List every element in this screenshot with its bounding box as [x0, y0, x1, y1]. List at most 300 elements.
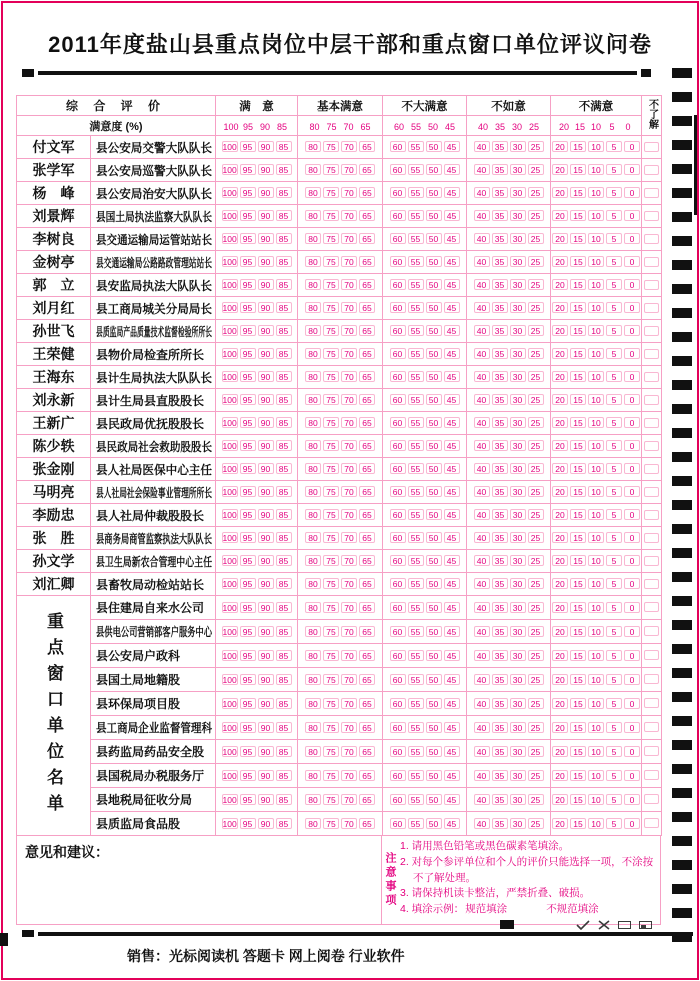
score-bubble-95[interactable]: 95 [240, 440, 256, 451]
score-bubble-70[interactable]: 70 [341, 746, 357, 757]
score-bubble-20[interactable]: 20 [552, 394, 568, 405]
score-bubble-40[interactable]: 40 [474, 626, 490, 637]
score-bubble-0[interactable]: 0 [624, 302, 640, 313]
unknown-bubble[interactable] [644, 464, 659, 474]
score-bubble-35[interactable]: 35 [492, 325, 508, 336]
unknown-bubble[interactable] [644, 510, 659, 520]
score-bubble-40[interactable]: 40 [474, 187, 490, 198]
score-bubble-25[interactable]: 25 [528, 210, 544, 221]
score-bubble-60[interactable]: 60 [390, 233, 406, 244]
score-bubble-0[interactable]: 0 [624, 698, 640, 709]
score-bubble-5[interactable]: 5 [606, 578, 622, 589]
score-bubble-60[interactable]: 60 [390, 698, 406, 709]
score-bubble-15[interactable]: 15 [570, 626, 586, 637]
score-bubble-80[interactable]: 80 [305, 164, 321, 175]
score-bubble-55[interactable]: 55 [408, 440, 424, 451]
score-bubble-35[interactable]: 35 [492, 794, 508, 805]
score-bubble-10[interactable]: 10 [588, 233, 604, 244]
score-bubble-45[interactable]: 45 [444, 302, 460, 313]
score-bubble-20[interactable]: 20 [552, 210, 568, 221]
score-bubble-80[interactable]: 80 [305, 279, 321, 290]
score-bubble-70[interactable]: 70 [341, 770, 357, 781]
unknown-bubble[interactable] [644, 188, 659, 198]
score-bubble-30[interactable]: 30 [510, 722, 526, 733]
score-bubble-75[interactable]: 75 [323, 187, 339, 198]
score-bubble-35[interactable]: 35 [492, 210, 508, 221]
score-bubble-40[interactable]: 40 [474, 279, 490, 290]
score-bubble-5[interactable]: 5 [606, 602, 622, 613]
score-bubble-30[interactable]: 30 [510, 371, 526, 382]
score-bubble-50[interactable]: 50 [426, 371, 442, 382]
score-bubble-85[interactable]: 85 [276, 302, 292, 313]
score-bubble-100[interactable]: 100 [222, 602, 237, 613]
score-bubble-25[interactable]: 25 [528, 440, 544, 451]
score-bubble-50[interactable]: 50 [426, 532, 442, 543]
score-bubble-70[interactable]: 70 [341, 555, 357, 566]
score-bubble-35[interactable]: 35 [492, 256, 508, 267]
score-bubble-5[interactable]: 5 [606, 509, 622, 520]
score-bubble-75[interactable]: 75 [323, 394, 339, 405]
score-bubble-100[interactable]: 100 [222, 722, 237, 733]
score-bubble-60[interactable]: 60 [390, 141, 406, 152]
score-bubble-55[interactable]: 55 [408, 486, 424, 497]
score-bubble-30[interactable]: 30 [510, 486, 526, 497]
score-bubble-35[interactable]: 35 [492, 371, 508, 382]
score-bubble-70[interactable]: 70 [341, 602, 357, 613]
score-bubble-35[interactable]: 35 [492, 463, 508, 474]
unknown-bubble[interactable] [644, 349, 659, 359]
score-bubble-40[interactable]: 40 [474, 371, 490, 382]
score-bubble-70[interactable]: 70 [341, 722, 357, 733]
score-bubble-15[interactable]: 15 [570, 486, 586, 497]
unknown-bubble[interactable] [644, 211, 659, 221]
score-bubble-60[interactable]: 60 [390, 818, 406, 829]
score-bubble-60[interactable]: 60 [390, 509, 406, 520]
score-bubble-95[interactable]: 95 [240, 722, 256, 733]
score-bubble-60[interactable]: 60 [390, 417, 406, 428]
score-bubble-10[interactable]: 10 [588, 187, 604, 198]
score-bubble-100[interactable]: 100 [222, 349, 237, 360]
score-bubble-90[interactable]: 90 [258, 417, 274, 428]
score-bubble-95[interactable]: 95 [240, 210, 256, 221]
score-bubble-35[interactable]: 35 [492, 302, 508, 313]
score-bubble-30[interactable]: 30 [510, 187, 526, 198]
score-bubble-55[interactable]: 55 [408, 722, 424, 733]
score-bubble-60[interactable]: 60 [390, 256, 406, 267]
score-bubble-25[interactable]: 25 [528, 722, 544, 733]
score-bubble-10[interactable]: 10 [588, 394, 604, 405]
score-bubble-5[interactable]: 5 [606, 440, 622, 451]
score-bubble-40[interactable]: 40 [474, 532, 490, 543]
score-bubble-95[interactable]: 95 [240, 650, 256, 661]
score-bubble-5[interactable]: 5 [606, 650, 622, 661]
score-bubble-5[interactable]: 5 [606, 746, 622, 757]
score-bubble-5[interactable]: 5 [606, 348, 622, 359]
score-bubble-60[interactable]: 60 [390, 210, 406, 221]
score-bubble-55[interactable]: 55 [408, 794, 424, 805]
unknown-bubble[interactable] [644, 650, 659, 660]
score-bubble-95[interactable]: 95 [240, 578, 256, 589]
score-bubble-70[interactable]: 70 [341, 187, 357, 198]
score-bubble-65[interactable]: 65 [359, 463, 375, 474]
score-bubble-35[interactable]: 35 [492, 770, 508, 781]
score-bubble-30[interactable]: 30 [510, 302, 526, 313]
score-bubble-45[interactable]: 45 [444, 626, 460, 637]
score-bubble-10[interactable]: 10 [588, 532, 604, 543]
score-bubble-0[interactable]: 0 [624, 650, 640, 661]
score-bubble-75[interactable]: 75 [323, 141, 339, 152]
score-bubble-85[interactable]: 85 [276, 256, 292, 267]
score-bubble-55[interactable]: 55 [408, 532, 424, 543]
score-bubble-10[interactable]: 10 [588, 210, 604, 221]
score-bubble-75[interactable]: 75 [323, 818, 339, 829]
unknown-bubble[interactable] [644, 165, 659, 175]
score-bubble-35[interactable]: 35 [492, 746, 508, 757]
score-bubble-70[interactable]: 70 [341, 650, 357, 661]
score-bubble-85[interactable]: 85 [276, 698, 292, 709]
score-bubble-0[interactable]: 0 [624, 555, 640, 566]
score-bubble-70[interactable]: 70 [341, 417, 357, 428]
score-bubble-90[interactable]: 90 [258, 440, 274, 451]
score-bubble-15[interactable]: 15 [570, 555, 586, 566]
score-bubble-15[interactable]: 15 [570, 722, 586, 733]
score-bubble-95[interactable]: 95 [240, 164, 256, 175]
score-bubble-25[interactable]: 25 [528, 746, 544, 757]
score-bubble-25[interactable]: 25 [528, 578, 544, 589]
score-bubble-85[interactable]: 85 [276, 394, 292, 405]
score-bubble-25[interactable]: 25 [528, 602, 544, 613]
score-bubble-50[interactable]: 50 [426, 602, 442, 613]
unknown-bubble[interactable] [644, 626, 659, 636]
score-bubble-70[interactable]: 70 [341, 371, 357, 382]
unknown-bubble[interactable] [644, 234, 659, 244]
score-bubble-55[interactable]: 55 [408, 141, 424, 152]
score-bubble-50[interactable]: 50 [426, 164, 442, 175]
score-bubble-25[interactable]: 25 [528, 698, 544, 709]
score-bubble-85[interactable]: 85 [276, 440, 292, 451]
score-bubble-95[interactable]: 95 [240, 555, 256, 566]
score-bubble-100[interactable]: 100 [222, 487, 237, 498]
score-bubble-85[interactable]: 85 [276, 187, 292, 198]
score-bubble-5[interactable]: 5 [606, 141, 622, 152]
score-bubble-45[interactable]: 45 [444, 555, 460, 566]
score-bubble-100[interactable]: 100 [222, 418, 237, 429]
score-bubble-60[interactable]: 60 [390, 674, 406, 685]
score-bubble-0[interactable]: 0 [624, 233, 640, 244]
score-bubble-65[interactable]: 65 [359, 302, 375, 313]
score-bubble-40[interactable]: 40 [474, 818, 490, 829]
score-bubble-45[interactable]: 45 [444, 486, 460, 497]
score-bubble-85[interactable]: 85 [276, 141, 292, 152]
score-bubble-65[interactable]: 65 [359, 650, 375, 661]
score-bubble-15[interactable]: 15 [570, 325, 586, 336]
score-bubble-55[interactable]: 55 [408, 698, 424, 709]
score-bubble-80[interactable]: 80 [305, 626, 321, 637]
score-bubble-0[interactable]: 0 [624, 722, 640, 733]
score-bubble-50[interactable]: 50 [426, 325, 442, 336]
score-bubble-90[interactable]: 90 [258, 626, 274, 637]
score-bubble-100[interactable]: 100 [222, 165, 237, 176]
score-bubble-60[interactable]: 60 [390, 722, 406, 733]
score-bubble-0[interactable]: 0 [624, 371, 640, 382]
score-bubble-75[interactable]: 75 [323, 626, 339, 637]
score-bubble-80[interactable]: 80 [305, 578, 321, 589]
score-bubble-65[interactable]: 65 [359, 509, 375, 520]
score-bubble-45[interactable]: 45 [444, 210, 460, 221]
unknown-bubble[interactable] [644, 441, 659, 451]
score-bubble-20[interactable]: 20 [552, 794, 568, 805]
score-bubble-65[interactable]: 65 [359, 440, 375, 451]
score-bubble-40[interactable]: 40 [474, 302, 490, 313]
score-bubble-0[interactable]: 0 [624, 463, 640, 474]
score-bubble-20[interactable]: 20 [552, 698, 568, 709]
score-bubble-95[interactable]: 95 [240, 279, 256, 290]
score-bubble-50[interactable]: 50 [426, 187, 442, 198]
score-bubble-35[interactable]: 35 [492, 394, 508, 405]
score-bubble-30[interactable]: 30 [510, 650, 526, 661]
score-bubble-50[interactable]: 50 [426, 698, 442, 709]
score-bubble-40[interactable]: 40 [474, 650, 490, 661]
score-bubble-100[interactable]: 100 [222, 746, 237, 757]
score-bubble-55[interactable]: 55 [408, 578, 424, 589]
score-bubble-80[interactable]: 80 [305, 698, 321, 709]
score-bubble-95[interactable]: 95 [240, 746, 256, 757]
score-bubble-10[interactable]: 10 [588, 794, 604, 805]
score-bubble-100[interactable]: 100 [222, 770, 237, 781]
score-bubble-10[interactable]: 10 [588, 509, 604, 520]
score-bubble-25[interactable]: 25 [528, 256, 544, 267]
score-bubble-15[interactable]: 15 [570, 698, 586, 709]
score-bubble-35[interactable]: 35 [492, 187, 508, 198]
score-bubble-70[interactable]: 70 [341, 164, 357, 175]
score-bubble-55[interactable]: 55 [408, 302, 424, 313]
score-bubble-60[interactable]: 60 [390, 746, 406, 757]
score-bubble-30[interactable]: 30 [510, 509, 526, 520]
score-bubble-100[interactable]: 100 [222, 257, 237, 268]
score-bubble-35[interactable]: 35 [492, 602, 508, 613]
score-bubble-65[interactable]: 65 [359, 348, 375, 359]
score-bubble-10[interactable]: 10 [588, 578, 604, 589]
score-bubble-45[interactable]: 45 [444, 602, 460, 613]
score-bubble-25[interactable]: 25 [528, 233, 544, 244]
score-bubble-20[interactable]: 20 [552, 746, 568, 757]
score-bubble-95[interactable]: 95 [240, 187, 256, 198]
score-bubble-55[interactable]: 55 [408, 770, 424, 781]
score-bubble-85[interactable]: 85 [276, 233, 292, 244]
score-bubble-100[interactable]: 100 [222, 626, 237, 637]
unknown-bubble[interactable] [644, 556, 659, 566]
score-bubble-55[interactable]: 55 [408, 187, 424, 198]
unknown-bubble[interactable] [644, 698, 659, 708]
score-bubble-95[interactable]: 95 [240, 371, 256, 382]
score-bubble-85[interactable]: 85 [276, 578, 292, 589]
score-bubble-75[interactable]: 75 [323, 770, 339, 781]
score-bubble-75[interactable]: 75 [323, 210, 339, 221]
score-bubble-50[interactable]: 50 [426, 746, 442, 757]
score-bubble-20[interactable]: 20 [552, 256, 568, 267]
score-bubble-45[interactable]: 45 [444, 578, 460, 589]
score-bubble-45[interactable]: 45 [444, 187, 460, 198]
score-bubble-15[interactable]: 15 [570, 210, 586, 221]
score-bubble-65[interactable]: 65 [359, 394, 375, 405]
score-bubble-10[interactable]: 10 [588, 256, 604, 267]
score-bubble-50[interactable]: 50 [426, 279, 442, 290]
score-bubble-65[interactable]: 65 [359, 626, 375, 637]
score-bubble-15[interactable]: 15 [570, 279, 586, 290]
score-bubble-95[interactable]: 95 [240, 509, 256, 520]
score-bubble-20[interactable]: 20 [552, 578, 568, 589]
score-bubble-45[interactable]: 45 [444, 141, 460, 152]
score-bubble-80[interactable]: 80 [305, 722, 321, 733]
score-bubble-0[interactable]: 0 [624, 770, 640, 781]
score-bubble-70[interactable]: 70 [341, 233, 357, 244]
score-bubble-85[interactable]: 85 [276, 746, 292, 757]
score-bubble-45[interactable]: 45 [444, 794, 460, 805]
score-bubble-90[interactable]: 90 [258, 187, 274, 198]
score-bubble-100[interactable]: 100 [222, 510, 237, 521]
score-bubble-80[interactable]: 80 [305, 417, 321, 428]
score-bubble-35[interactable]: 35 [492, 233, 508, 244]
score-bubble-35[interactable]: 35 [492, 141, 508, 152]
score-bubble-80[interactable]: 80 [305, 532, 321, 543]
score-bubble-0[interactable]: 0 [624, 509, 640, 520]
score-bubble-50[interactable]: 50 [426, 302, 442, 313]
score-bubble-80[interactable]: 80 [305, 141, 321, 152]
score-bubble-75[interactable]: 75 [323, 164, 339, 175]
score-bubble-65[interactable]: 65 [359, 602, 375, 613]
score-bubble-5[interactable]: 5 [606, 233, 622, 244]
score-bubble-30[interactable]: 30 [510, 555, 526, 566]
score-bubble-25[interactable]: 25 [528, 325, 544, 336]
unknown-bubble[interactable] [644, 794, 659, 804]
score-bubble-55[interactable]: 55 [408, 818, 424, 829]
score-bubble-100[interactable]: 100 [222, 142, 237, 153]
score-bubble-25[interactable]: 25 [528, 770, 544, 781]
score-bubble-80[interactable]: 80 [305, 325, 321, 336]
score-bubble-15[interactable]: 15 [570, 674, 586, 685]
score-bubble-95[interactable]: 95 [240, 417, 256, 428]
score-bubble-85[interactable]: 85 [276, 371, 292, 382]
score-bubble-15[interactable]: 15 [570, 509, 586, 520]
score-bubble-20[interactable]: 20 [552, 818, 568, 829]
score-bubble-100[interactable]: 100 [222, 698, 237, 709]
score-bubble-25[interactable]: 25 [528, 555, 544, 566]
score-bubble-70[interactable]: 70 [341, 325, 357, 336]
score-bubble-90[interactable]: 90 [258, 602, 274, 613]
score-bubble-30[interactable]: 30 [510, 463, 526, 474]
score-bubble-75[interactable]: 75 [323, 509, 339, 520]
score-bubble-70[interactable]: 70 [341, 674, 357, 685]
score-bubble-10[interactable]: 10 [588, 818, 604, 829]
unknown-bubble[interactable] [644, 602, 659, 612]
score-bubble-10[interactable]: 10 [588, 463, 604, 474]
score-bubble-50[interactable]: 50 [426, 770, 442, 781]
score-bubble-20[interactable]: 20 [552, 532, 568, 543]
score-bubble-0[interactable]: 0 [624, 325, 640, 336]
score-bubble-10[interactable]: 10 [588, 348, 604, 359]
score-bubble-40[interactable]: 40 [474, 486, 490, 497]
score-bubble-25[interactable]: 25 [528, 371, 544, 382]
score-bubble-20[interactable]: 20 [552, 463, 568, 474]
score-bubble-95[interactable]: 95 [240, 486, 256, 497]
score-bubble-70[interactable]: 70 [341, 394, 357, 405]
score-bubble-40[interactable]: 40 [474, 602, 490, 613]
score-bubble-20[interactable]: 20 [552, 164, 568, 175]
score-bubble-30[interactable]: 30 [510, 279, 526, 290]
score-bubble-20[interactable]: 20 [552, 674, 568, 685]
score-bubble-55[interactable]: 55 [408, 555, 424, 566]
unknown-bubble[interactable] [644, 674, 659, 684]
score-bubble-45[interactable]: 45 [444, 746, 460, 757]
score-bubble-90[interactable]: 90 [258, 555, 274, 566]
score-bubble-90[interactable]: 90 [258, 578, 274, 589]
score-bubble-30[interactable]: 30 [510, 164, 526, 175]
score-bubble-55[interactable]: 55 [408, 650, 424, 661]
score-bubble-70[interactable]: 70 [341, 698, 357, 709]
score-bubble-5[interactable]: 5 [606, 532, 622, 543]
score-bubble-50[interactable]: 50 [426, 509, 442, 520]
score-bubble-85[interactable]: 85 [276, 555, 292, 566]
score-bubble-10[interactable]: 10 [588, 164, 604, 175]
score-bubble-20[interactable]: 20 [552, 302, 568, 313]
score-bubble-90[interactable]: 90 [258, 722, 274, 733]
score-bubble-30[interactable]: 30 [510, 532, 526, 543]
score-bubble-35[interactable]: 35 [492, 650, 508, 661]
score-bubble-30[interactable]: 30 [510, 674, 526, 685]
score-bubble-20[interactable]: 20 [552, 650, 568, 661]
score-bubble-50[interactable]: 50 [426, 233, 442, 244]
score-bubble-50[interactable]: 50 [426, 440, 442, 451]
score-bubble-45[interactable]: 45 [444, 325, 460, 336]
score-bubble-65[interactable]: 65 [359, 279, 375, 290]
score-bubble-15[interactable]: 15 [570, 578, 586, 589]
score-bubble-5[interactable]: 5 [606, 302, 622, 313]
score-bubble-85[interactable]: 85 [276, 348, 292, 359]
score-bubble-75[interactable]: 75 [323, 440, 339, 451]
score-bubble-60[interactable]: 60 [390, 578, 406, 589]
score-bubble-30[interactable]: 30 [510, 210, 526, 221]
unknown-bubble[interactable] [644, 303, 659, 313]
score-bubble-100[interactable]: 100 [222, 326, 237, 337]
score-bubble-90[interactable]: 90 [258, 302, 274, 313]
score-bubble-15[interactable]: 15 [570, 348, 586, 359]
score-bubble-25[interactable]: 25 [528, 486, 544, 497]
score-bubble-95[interactable]: 95 [240, 532, 256, 543]
score-bubble-50[interactable]: 50 [426, 463, 442, 474]
score-bubble-10[interactable]: 10 [588, 141, 604, 152]
score-bubble-20[interactable]: 20 [552, 279, 568, 290]
score-bubble-5[interactable]: 5 [606, 463, 622, 474]
score-bubble-5[interactable]: 5 [606, 486, 622, 497]
unknown-bubble[interactable] [644, 142, 659, 152]
score-bubble-20[interactable]: 20 [552, 325, 568, 336]
score-bubble-40[interactable]: 40 [474, 674, 490, 685]
score-bubble-20[interactable]: 20 [552, 722, 568, 733]
score-bubble-85[interactable]: 85 [276, 417, 292, 428]
score-bubble-70[interactable]: 70 [341, 440, 357, 451]
score-bubble-15[interactable]: 15 [570, 256, 586, 267]
score-bubble-85[interactable]: 85 [276, 164, 292, 175]
score-bubble-80[interactable]: 80 [305, 486, 321, 497]
score-bubble-100[interactable]: 100 [222, 533, 237, 544]
score-bubble-100[interactable]: 100 [222, 188, 237, 199]
score-bubble-80[interactable]: 80 [305, 509, 321, 520]
score-bubble-15[interactable]: 15 [570, 463, 586, 474]
score-bubble-50[interactable]: 50 [426, 650, 442, 661]
score-bubble-10[interactable]: 10 [588, 302, 604, 313]
score-bubble-30[interactable]: 30 [510, 794, 526, 805]
score-bubble-75[interactable]: 75 [323, 348, 339, 359]
